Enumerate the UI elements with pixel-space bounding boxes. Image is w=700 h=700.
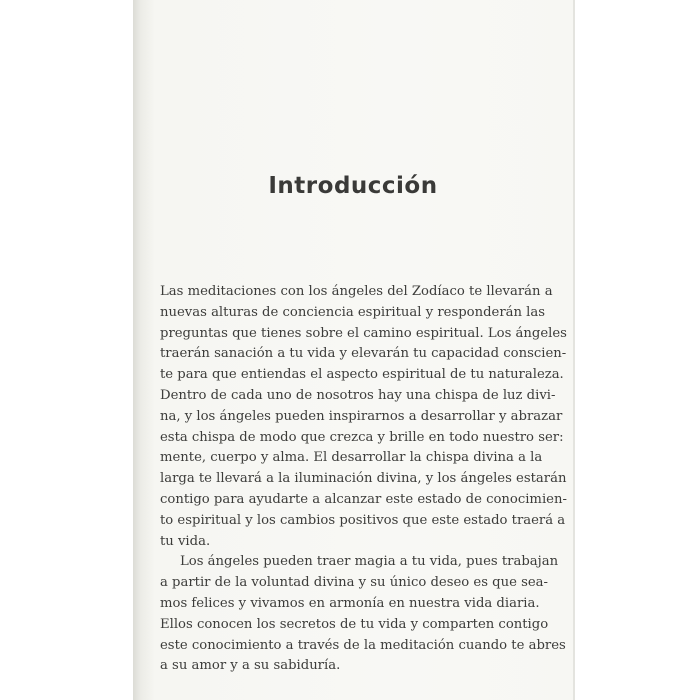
text-line: to espiritual y los cambios positivos que este estado traerá a bbox=[160, 512, 566, 528]
page-edge bbox=[573, 0, 575, 700]
paragraph bbox=[160, 282, 567, 552]
paragraph bbox=[160, 552, 566, 677]
text-line: esta chispa de modo que crezca y brille en todo nuestro ser: bbox=[160, 429, 564, 445]
text-line: a partir de la voluntad divina y su único deseo es que sea- bbox=[160, 575, 549, 591]
text-line: traerán sanación a tu vida y elevarán tu capacidad conscien- bbox=[160, 346, 567, 362]
text-line: Ellos conocen los secretos de tu vida y comparten contigo bbox=[160, 616, 549, 632]
text-line: mente, cuerpo y alma. El desarrollar la chispa divina a la bbox=[160, 450, 543, 466]
text-line: Los ángeles pueden traer magia a tu vida, pues trabajan bbox=[180, 554, 559, 570]
text-line: te para que entiendas el aspecto espiritual de tu naturaleza. bbox=[160, 367, 564, 383]
text-line: larga te llevará a la iluminación divina, y los ángeles estarán bbox=[160, 471, 567, 487]
text-line: a su amor y a su sabiduría. bbox=[160, 658, 341, 674]
text-line: este conocimiento a través de la meditación cuando te abres bbox=[160, 637, 566, 653]
chapter-body bbox=[160, 282, 567, 677]
text-line: tu vida. bbox=[160, 533, 211, 549]
text-line: preguntas que tienes sobre el camino espiritual. Los ángeles bbox=[160, 325, 567, 341]
text-line: mos felices y vivamos en armonía en nuestra vida diaria. bbox=[160, 595, 540, 611]
text-line: Dentro de cada uno de nosotros hay una chispa de luz divi- bbox=[160, 387, 556, 403]
text-line: contigo para ayudarte a alcanzar este estado de conocimien- bbox=[160, 491, 567, 507]
text-line: na, y los ángeles pueden inspirarnos a desarrollar y abrazar bbox=[160, 408, 563, 424]
chapter-heading: Introducción bbox=[268, 173, 438, 199]
text-line: Las meditaciones con los ángeles del Zodíaco te llevarán a bbox=[160, 284, 553, 299]
text-line: nuevas alturas de conciencia espiritual y responderán las bbox=[160, 304, 546, 320]
